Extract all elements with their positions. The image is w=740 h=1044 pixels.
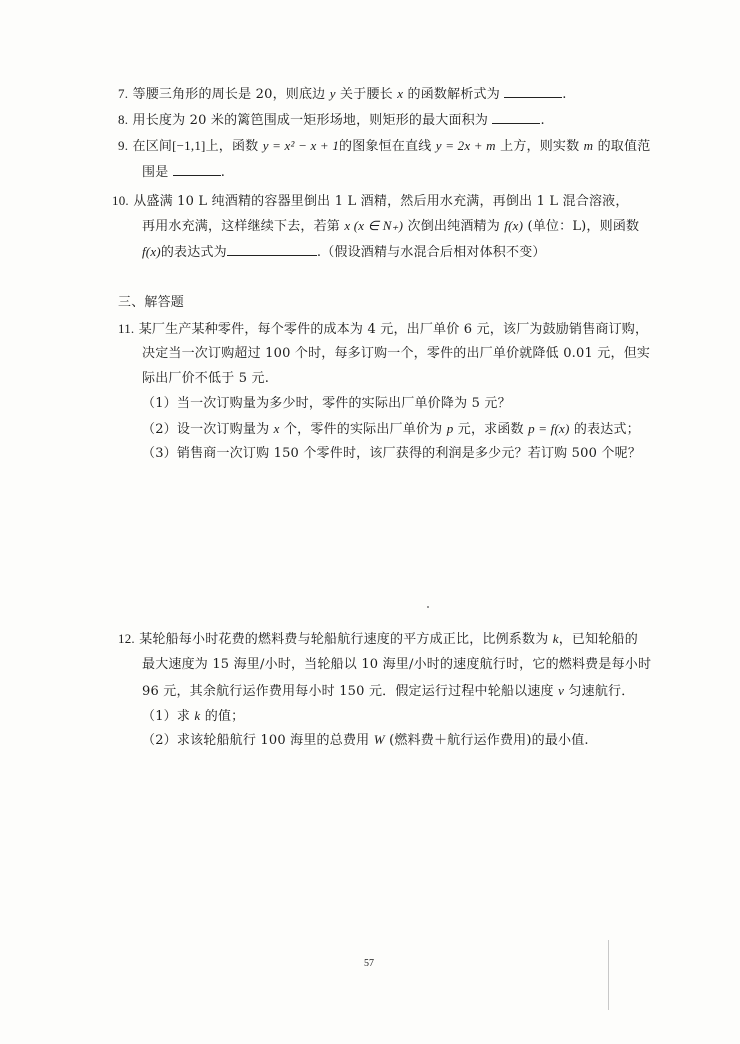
- question-text: 际出厂价不低于 5 元.: [142, 371, 270, 386]
- question-12-line-3: [142, 682, 634, 701]
- question-text: 匀速航行．: [568, 684, 635, 699]
- question-text: 等腰三角形的周长是 20，则底边: [132, 87, 326, 102]
- variable-v: v: [558, 683, 565, 698]
- variable-p: p: [446, 421, 454, 436]
- scan-edge-artifact: [608, 940, 609, 1010]
- variable-x: x: [273, 421, 280, 436]
- condition-expression: x (x ∈ N₊): [344, 218, 404, 233]
- question-end: .: [562, 87, 567, 102]
- sub-question-text: （1）求: [142, 709, 191, 724]
- question-text: 96 元，其余航行运作费用每小时 150 元．假定运行过程中轮船以速度: [142, 684, 554, 699]
- question-number: 10.: [112, 193, 129, 208]
- question-11-line-2: [142, 345, 650, 363]
- question-9: [118, 137, 650, 156]
- variable-y: y: [329, 86, 336, 101]
- line-expression: y = 2x + m: [435, 138, 496, 153]
- question-12-part-1: [142, 707, 244, 726]
- question-10: [112, 192, 629, 211]
- function-expression: y = x² − x + 1: [262, 138, 340, 153]
- question-text: 某轮船每小时花费的燃料费与轮船航行速度的平方成正比，比例系数为: [139, 632, 549, 647]
- sub-question-text: 个，零件的实际出厂单价为: [283, 422, 443, 437]
- section-heading: 三、解答题: [118, 295, 185, 310]
- variable-k: k: [552, 631, 559, 646]
- question-text: (单位：L)，则函数: [527, 219, 640, 234]
- question-text: 从盛满 10 L 纯酒精的容器里倒出 1 L 酒精，然后用水充满，再倒出 1 L 混合溶液，: [133, 194, 629, 209]
- question-text: 决定当一次订购超过 100 个时，每多订购一个，零件的出厂单价就降低 0.01 元，但实: [142, 346, 651, 361]
- question-text: 次倒出纯酒精为: [407, 219, 500, 234]
- question-text: 上，函数: [205, 139, 259, 154]
- question-11-part-2: [142, 420, 640, 439]
- answer-blank: [173, 163, 221, 176]
- question-end: .: [540, 113, 545, 128]
- sub-question-text: 的表达式；: [573, 422, 640, 437]
- question-text: 的取值范: [597, 139, 651, 154]
- question-12-line-2: [142, 656, 651, 674]
- question-text: 的函数解析式为: [407, 87, 500, 102]
- question-9-continuation: [142, 163, 225, 182]
- question-12-part-2: [142, 731, 589, 750]
- question-end: .: [220, 165, 226, 180]
- question-text: ，已知轮船的: [558, 632, 638, 647]
- question-text: .（假设酒精与水混合后相对体积不变）: [316, 245, 546, 260]
- question-text: 上方，则实数: [500, 139, 580, 154]
- question-8: [118, 111, 545, 130]
- question-11-part-1: [142, 395, 511, 413]
- sub-question-text: （2）设一次订购量为: [142, 422, 270, 437]
- question-text: 用长度为 20 米的篱笆围成一矩形场地，则矩形的最大面积为: [132, 113, 489, 128]
- sub-question-text: （1）当一次订购量为多少时，零件的实际出厂单价降为 5 元？: [142, 396, 511, 411]
- sub-question-text: (燃料费＋航行运作费用)的最小值.: [389, 733, 589, 748]
- question-11-part-3: [142, 445, 641, 463]
- function-expression: p = f(x): [528, 421, 570, 436]
- function-fx: f(x): [504, 218, 524, 233]
- answer-blank: [492, 111, 540, 124]
- question-text: 在区间: [132, 139, 173, 154]
- answer-blank: [504, 85, 562, 98]
- variable-m: m: [583, 138, 594, 153]
- question-text: 某厂生产某种零件，每个零件的成本为 4 元，出厂单价 6 元，该厂为鼓励销售商订购，: [138, 322, 649, 337]
- page-number: 57: [364, 958, 374, 969]
- question-12: [118, 630, 638, 649]
- question-number: 12.: [118, 631, 135, 646]
- variable-k: k: [194, 708, 201, 723]
- question-text: 关于腰长: [340, 87, 393, 102]
- question-text: 围是: [142, 165, 169, 180]
- question-number: 11.: [118, 321, 135, 336]
- question-number: 8.: [118, 112, 129, 127]
- question-text: 最大速度为 15 海里/小时，当轮船以 10 海里/小时的速度航行时，它的燃料费是每小时: [142, 657, 652, 672]
- variable-W: W: [373, 732, 385, 747]
- question-11-line-3: [142, 370, 269, 388]
- question-text: 的表达式为: [160, 245, 227, 260]
- question-text: 再用水充满，这样继续下去，若第: [142, 219, 341, 234]
- sub-question-text: 的值；: [204, 709, 245, 724]
- interval: [−1,1]: [172, 138, 206, 153]
- sub-question-text: （3）销售商一次订购 150 个零件时，该厂获得的利润是多少元？若订购 500 个呢？: [142, 446, 642, 461]
- question-text: 的图象恒在直线: [339, 139, 432, 154]
- sub-question-text: 元，求函数: [457, 422, 524, 437]
- question-7: [118, 85, 567, 104]
- question-10-line-2: [142, 217, 639, 236]
- question-number: 7.: [118, 86, 129, 101]
- scan-speck: [427, 606, 429, 608]
- question-11: [118, 320, 648, 339]
- question-number: 9.: [118, 138, 129, 153]
- answer-blank: [227, 243, 317, 256]
- function-fx: f(x): [142, 244, 161, 259]
- sub-question-text: （2）求该轮船航行 100 海里的总费用: [142, 733, 370, 748]
- variable-x: x: [397, 86, 404, 101]
- question-10-line-3: [142, 243, 546, 262]
